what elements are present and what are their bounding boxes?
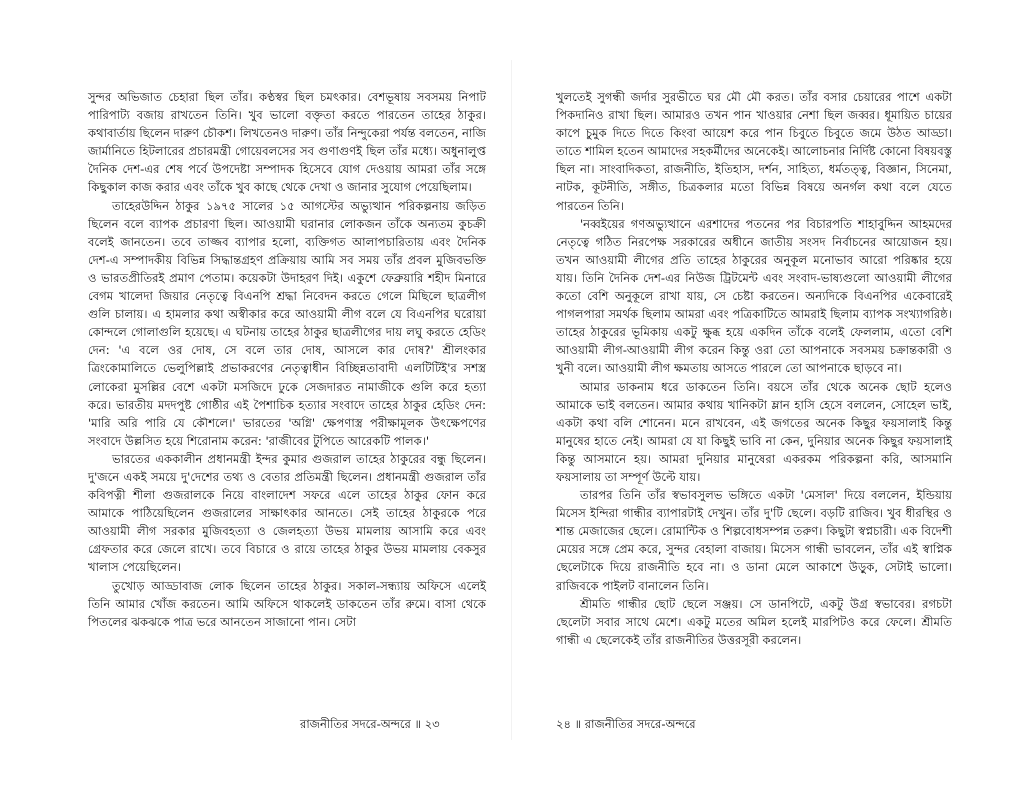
paragraph: ভারতের এককালীন প্রধানমন্ত্রী ইন্দর কুমার গুজরাল তাহের ঠাকুরের বন্ধু ছিলেন। দু'জনে একই সময়ে দু'দেশের তথ্য ও বেতার প্রতিমন্ত্রী ছিলেন। প্রধানমন্ত্রী গুজরাল তাঁর কবিপত্নী শীলা গুজরালকে নিয়ে বাংলাদেশ সফরে এলে তাহের ঠাকুর ফোন করে আমাকে পাঠিয়েছিলেন গুজরালের সাক্ষাৎকার আনতে। সেই তাহের ঠাকুরকে পরে আওয়ামী লীগ সরকার মুজিবহত্যা ও জেলহত্যা উভয় মামলায় আসামি করে এবং গ্রেফতার করে জেলে রাখে। তবে বিচারে ও রায়ে তাহের ঠাকুর উভয় মামলায় বেকসুর খালাস পেয়েছিলেন। bbox=[88, 451, 486, 575]
paragraph: তারপর তিনি তাঁর স্বভাবসুলভ ভঙ্গিতে একটা 'মেসাল' দিয়ে বললেন, ইন্ডিয়ায় মিসেস ইন্দিরা গান্ধীর ব্যাপারটাই দেখুন। তাঁর দু'টি ছেলে। বড়টি রাজিব। খুব ধীরস্থির ও শান্ত মেজাজের ছেলে। রোমান্টিক ও শিল্পবোধসম্পন্ন তরুণ। কিছুটা স্বপ্নচারী। এক বিদেশী মেয়ের সঙ্গে প্রেম করে, সুন্দর বেহালা বাজায়। মিসেস গান্ধী ভাবলেন, তাঁর এই স্বাপ্নিক ছেলেটাকে দিয়ে রাজনীতি হবে না। ও ডানা মেলে আকাশে উড়ুক, সেটাই ভালো। রাজিবকে পাইলট বানালেন তিনি। bbox=[556, 488, 952, 593]
left-page-footer: রাজনীতির সদরে-অন্দরে ॥ ২৩ bbox=[300, 717, 440, 731]
right-page-body bbox=[556, 88, 952, 649]
paragraph: আমার ডাকনাম ধরে ডাকতেন তিনি। বয়সে তাঁর থেকে অনেক ছোট হলেও আমাকে ভাই বলতেন। আমার কথায় খানিকটা ম্লান হাসি হেসে বললেন, সোহেল ভাই, একটা কথা বলি শোনেন। মনে রাখবেন, এই জগতের অনেক কিছুর ফয়সালাই কিন্তু মানুষের হাতে নেই। আমরা যে যা কিছুই ভাবি না কেন, দুনিয়ার অনেক কিছুর ফয়সালাই কিন্তু আসমানে হয়। আমরা দুনিয়ার মানুষেরা একরকম পরিকল্পনা করি, আসমানি ফয়সালায় তা সম্পূর্ণ উল্টে যায়। bbox=[556, 379, 952, 484]
right-page-footer: ২৪ ॥ রাজনীতির সদরে-অন্দরে bbox=[556, 717, 696, 731]
right-page bbox=[512, 0, 1024, 791]
paragraph: সুন্দর অভিজাত চেহারা ছিল তাঁর। কণ্ঠস্বর ছিল চমৎকার। বেশভূষায় সবসময় নিপাট পারিপাট্য বজায় রাখতেন তিনি। খুব ভালো বক্তৃতা করতে পারতেন তাহের ঠাকুর। কথাবার্তায় ছিলেন দারুণ চৌকশ। লিখতেনও দারুণ। তাঁর নিন্দুকেরা পর্যন্ত বলতেন, নাজি জার্মানিতে হিটলারের প্রচারমন্ত্রী গোয়েবলসের সব গুণাগুণই ছিল তাঁর মধ্যে। অধুনালুপ্ত দৈনিক দেশ-এর শেষ পর্বে উপদেষ্টা সম্পাদক হিসেবে যোগ দেওয়ায় আমরা তাঁর সঙ্গে কিছুকাল কাজ করার এবং তাঁকে খুব কাছে থেকে দেখা ও জানার সুযোগ পেয়েছিলাম। bbox=[88, 90, 486, 195]
paragraph: তাহেরউদ্দিন ঠাকুর ১৯৭৫ সালের ১৫ আগস্টের অভ্যুত্থান পরিকল্পনায় জড়িত ছিলেন বলে ব্যাপক প্রচারণা ছিল। আওয়ামী ঘরানার লোকজন তাঁকে অন্যতম কুচক্রী বলেই জানতেন। তবে তাজ্জব ব্যাপার হলো, ব্যক্তিগত আলাপচারিতায় এবং দৈনিক দেশ-এ সম্পাদকীয় বিভিন্ন সিদ্ধান্তগ্রহণ প্রক্রিয়ায় আমি সব সময় তাঁর প্রবল মুজিবভক্তি ও ভারতপ্রীতিরই প্রমাণ পেতাম। কয়েকটা উদাহরণ দিই। একুশে ফেব্রুয়ারি শহীদ মিনারে বেগম খালেদা জিয়ার নেতৃত্বে বিএনপি শ্রদ্ধা নিবেদন করতে গেলে মিছিলে ছাত্রলীগ গুলি চালায়। এ হামলার কথা অস্বীকার করে আওয়ামী লীগ বলে যে বিএনপির ঘরোয়া কোন্দলে গোলাগুলি হয়েছে। এ ঘটনায় তাহের ঠাকুর ছাত্রলীগের দায় লঘু করতে হেডিং দেন: 'এ বলে ওর দোষ, সে বলে তার দোষ, আসলে কার দোষ?' শ্রীলংকার ত্রিংকোমালিতে ভেলুপিল্লাই প্রভাকরণের নেতৃত্বাধীন বিচ্ছিন্নতাবাদী এলটিটিই'র সশস্ত্র লোকেরা মুসল্লির বেশে একটা মসজিদে ঢুকে সেজদারত নামাজীকে গুলি করে হত্যা করে। ভারতীয় মদদপুষ্ট গোষ্ঠীর এই পৈশাচিক হত্যার সংবাদে তাহের ঠাকুর হেডিং দেন: 'মারি অরি পারি যে কৌশলে।' ভারতের 'অগ্নি' ক্ষেপণাস্ত্র পরীক্ষামূলক উৎক্ষেপণের সংবাদে উল্লসিত হয়ে শিরোনাম করেন: 'রাজীবের টুপিতে আরেকটি পালক।' bbox=[88, 198, 486, 448]
left-page-body bbox=[88, 88, 486, 631]
paragraph: তুখোড় আড্ডাবাজ লোক ছিলেন তাহের ঠাকুর। সকাল-সন্ধ্যায় অফিসে এলেই তিনি আমার খোঁজ করতেন। আমি অফিসে থাকলেই ডাকতেন তাঁর রুমে। বাসা থেকে পিতলের ঝকঝকে পাত্র ভরে আনতেন সাজানো পান। সেটা bbox=[88, 578, 486, 629]
paragraph: খুলতেই সুগন্ধী জর্দার সুরভীতে ঘর মৌ মৌ করত। তাঁর বসার চেয়ারের পাশে একটা পিকদানিও রাখা ছিল। আমারও তখন পান খাওয়ার নেশা ছিল জব্বর। ধূমায়িত চায়ের কাপে চুমুক দিতে দিতে কিংবা আয়েশ করে পান চিবুতে চিবুতে জমে উঠত আড্ডা। তাতে শামিল হতেন আমাদের সহকর্মীদের অনেকেই। আলোচনার নির্দিষ্ট কোনো বিষয়বস্তু ছিল না। সাংবাদিকতা, রাজনীতি, ইতিহাস, দর্শন, সাহিত্য, ধর্মতত্ত্ব, বিজ্ঞান, সিনেমা, নাটক, কূটনীতি, সঙ্গীত, চিত্রকলার মতো বিভিন্ন বিষয়ে অনর্গল কথা বলে যেতে পারতেন তিনি। bbox=[556, 90, 952, 213]
paragraph: শ্রীমতি গান্ধীর ছোট ছেলে সঞ্জয়। সে ডানপিটে, একটু উগ্র স্বভাবের। রগচটা ছেলেটা সবার সাথে মেশে। একটু মতের অমিল হলেই মারপিটও করে ফেলে। শ্রীমতি গান্ধী এ ছেলেকেই তাঁর রাজনীতির উত্তরসূরী করলেন। bbox=[556, 596, 952, 647]
paragraph: 'নব্বইয়ের গণঅভ্যুত্থানে এরশাদের পতনের পর বিচারপতি শাহাবুদ্দিন আহমদের নেতৃত্বে গঠিত নিরপেক্ষ সরকারের অধীনে জাতীয় সংসদ নির্বাচনের আয়োজন হয়। তখন আওয়ামী লীগের প্রতি তাহের ঠাকুরের অনুকূল মনোভাব আরো পরিষ্কার হয়ে যায়। তিনি দৈনিক দেশ-এর নিউজ ট্রিটমেন্ট এবং সংবাদ-ভাষ্যগুলো আওয়ামী লীগের কতো বেশি অনুকূলে রাখা যায়, সে চেষ্টা করতেন। অন্যদিকে বিএনপির একেবারেই পাগলপারা সমর্থক ছিলাম আমরা এবং পত্রিকাটিতে আমরাই ছিলাম ব্যাপক সংখ্যাগরিষ্ঠ। তাহের ঠাকুরের ভূমিকায় একটু ক্ষুব্ধ হয়ে একদিন তাঁকে বলেই ফেললাম, এতো বেশি আওয়ামী লীগ-আওয়ামী লীগ করেন কিন্তু ওরা তো আপনাকে সবসময় চক্রান্তকারী ও খুনী বলে। আওয়ামী লীগ ক্ষমতায় আসতে পারলে তো আপনাকে ছাড়বে না। bbox=[556, 216, 952, 376]
